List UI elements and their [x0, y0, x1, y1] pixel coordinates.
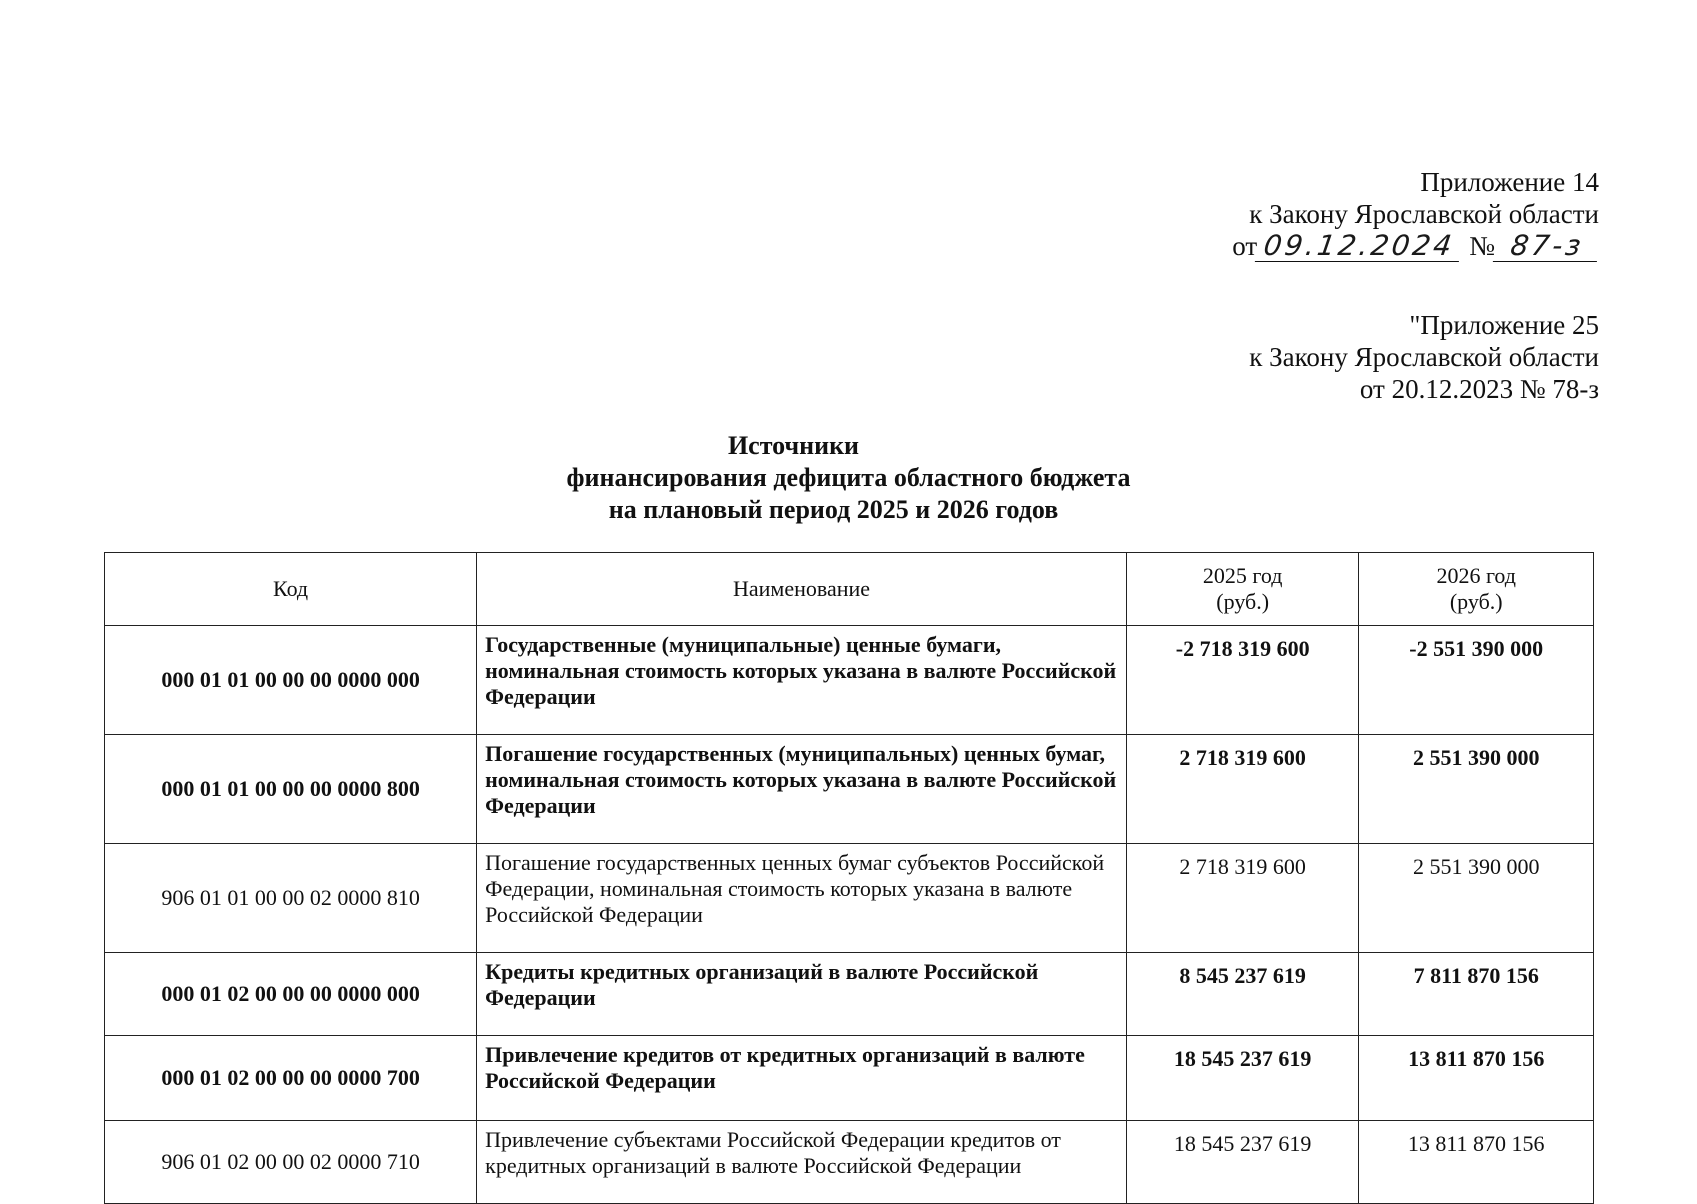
- appendix-header-amended: [1249, 309, 1599, 405]
- row-value-2025: 8 545 237 619: [1126, 953, 1359, 1036]
- row-code: 906 01 01 00 00 02 0000 810: [105, 844, 477, 953]
- table-row: [105, 735, 1594, 844]
- row-value-2026: 7 811 870 156: [1359, 953, 1594, 1036]
- handwritten-number: 87-з: [1493, 231, 1601, 262]
- column-header-2025: [1126, 553, 1359, 626]
- row-value-2026: -2 551 390 000: [1359, 626, 1594, 735]
- appendix-header-current: [1232, 166, 1599, 262]
- title-line-2: финансирования дефицита областного бюджета: [566, 463, 1131, 492]
- row-value-2026: 13 811 870 156: [1359, 1036, 1594, 1121]
- column-header-2025-year: 2025 год: [1202, 563, 1283, 588]
- row-code: 906 01 02 00 00 02 0000 710: [105, 1121, 477, 1204]
- amended-law-reference: к Закону Ярославской области: [1249, 342, 1599, 372]
- row-code: 000 01 01 00 00 00 0000 000: [105, 626, 477, 735]
- amended-appendix-number: "Приложение 25: [1409, 310, 1599, 340]
- column-header-2025-unit: (руб.): [1216, 589, 1270, 614]
- column-header-2026: [1359, 553, 1594, 626]
- date-prefix: от: [1232, 231, 1258, 261]
- table-row: [105, 844, 1594, 953]
- amended-law-date: от 20.12.2023 № 78-з: [1359, 374, 1599, 404]
- table-row: [105, 1121, 1594, 1204]
- row-name: Погашение государственных (муниципальных) ценных бумаг, номинальная стоимость которых указана в валюте Российской Федерации: [477, 735, 1127, 844]
- table-header-row: [105, 553, 1594, 626]
- column-header-code: Код: [105, 553, 477, 626]
- handwritten-date: 09.12.2024: [1255, 231, 1463, 262]
- row-value-2025: 2 718 319 600: [1126, 735, 1359, 844]
- row-name: Привлечение кредитов от кредитных организаций в валюте Российской Федерации: [477, 1036, 1127, 1121]
- number-prefix: №: [1469, 231, 1495, 261]
- row-value-2026: 2 551 390 000: [1359, 844, 1594, 953]
- column-header-2026-unit: (руб.): [1449, 589, 1503, 614]
- appendix-law-reference: к Закону Ярославской области: [1249, 199, 1599, 229]
- row-name: Кредиты кредитных организаций в валюте Российской Федерации: [477, 953, 1127, 1036]
- column-header-name: Наименование: [477, 553, 1127, 626]
- row-value-2025: -2 718 319 600: [1126, 626, 1359, 735]
- document-title: [0, 430, 1697, 526]
- table-row: [105, 626, 1594, 735]
- row-value-2025: 18 545 237 619: [1126, 1036, 1359, 1121]
- row-value-2026: 13 811 870 156: [1359, 1121, 1594, 1204]
- row-value-2025: 2 718 319 600: [1126, 844, 1359, 953]
- title-line-1: Источники: [727, 431, 860, 460]
- row-code: 000 01 01 00 00 00 0000 800: [105, 735, 477, 844]
- row-code: 000 01 02 00 00 00 0000 700: [105, 1036, 477, 1121]
- row-value-2026: 2 551 390 000: [1359, 735, 1594, 844]
- row-name: Привлечение субъектами Российской Федерации кредитов от кредитных организаций в валюте Российской Федерации: [477, 1121, 1127, 1204]
- financing-sources-table: [104, 552, 1594, 1204]
- row-name: Погашение государственных ценных бумаг субъектов Российской Федерации, номинальная стоимость которых указана в валюте Российской Федерации: [477, 844, 1127, 953]
- table-row: [105, 1036, 1594, 1121]
- row-value-2025: 18 545 237 619: [1126, 1121, 1359, 1204]
- row-code: 000 01 02 00 00 00 0000 000: [105, 953, 477, 1036]
- appendix-number: Приложение 14: [1420, 167, 1599, 197]
- column-header-2026-year: 2026 год: [1436, 563, 1516, 588]
- appendix-date-line: [1232, 230, 1599, 262]
- table-row: [105, 953, 1594, 1036]
- title-line-3: на плановый период 2025 и 2026 годов: [608, 495, 1059, 524]
- row-name: Государственные (муниципальные) ценные бумаги, номинальная стоимость которых указана в валюте Российской Федерации: [477, 626, 1127, 735]
